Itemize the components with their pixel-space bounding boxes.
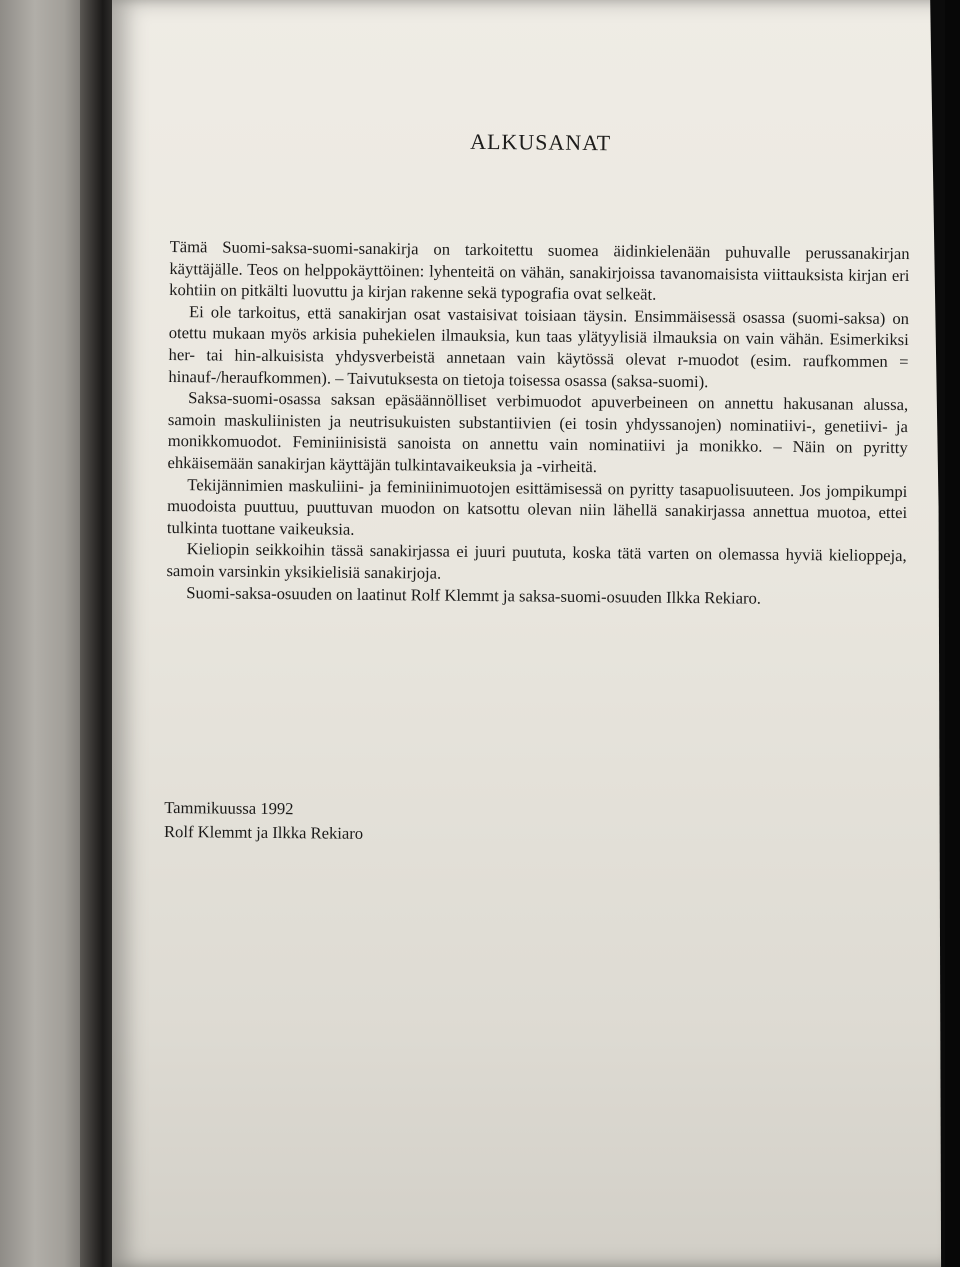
page-title: ALKUSANAT <box>470 128 612 156</box>
paragraph-5: Kieliopin seikkoihin tässä sanakirjassa ei juuri puututa, koska tätä varten on olemassa hyviä kielioppeja, samoin varsinkin yksikielisiä sanakirjoja. <box>166 539 907 583</box>
background-edge <box>945 0 960 1267</box>
paragraph-4: Tekijännimien maskuliini- ja feminiinimuotojen esittämisessä on pyritty tasapuolisuuteen. Jos jompikumpi muodoista puuttuu, puuttuvan muodon on katsottu olevan niin lähellä sanakirjassa annettua muotoa, ettei tulkinta tuottane vaikeuksia. <box>166 474 908 539</box>
paragraph-2: Ei ole tarkoitus, että sanakirjan osat vastaisivat toisiaan täysin. Ensimmäisessä osassa (suomi-saksa) on otettu mukaan myös arkisia puhekielen ilmauksia, kun taas ylätyylisiä ilmauksia on vain vähän. Esimerkiksi her- tai hin-alkuisista yhdysverbeistä annetaan vain käytössä olevat r-muodot (esim. raufkommen = hinauf-/heraufkommen). – Taivutuksesta on tietoja toisessa osassa (saksa-suomi). <box>168 301 910 391</box>
paragraph-1: Tämä Suomi-saksa-suomi-sanakirja on tarkoitettu suomea äidinkielenään puhuvalle perussanakirjan käyttäjälle. Teos on helppokäyttöinen: lyhenteitä on vähän, sanakirjoissa tavanomaisista viittauksista kirjan eri kohtiin on pitkälti luovuttu ja kirjan rakenne sekä typografia ovat selkeät. <box>169 236 910 304</box>
signature-block <box>164 796 364 846</box>
left-page-edge <box>0 0 92 1267</box>
paragraph-6: Suomi-saksa-osuuden on laatinut Rolf Klemmt ja saksa-suomi-osuuden Ilkka Rekiaro. <box>186 582 762 608</box>
signature-authors: Rolf Klemmt ja Ilkka Rekiaro <box>163 821 364 843</box>
paragraph-3: Saksa-suomi-osassa saksan epäsäännölliset verbimuodot apuverbeineen on annettu hakusanan alussa, samoin maskuliinisten ja neutrisukuisten substantiivien (ei tosin yhdyssanojen) nominatiivi-, genetiivi- ja monikkomuodot. Feminiinisistä sanoista on annettu vain nominatiivi ja monikko. – Näin on pyritty ehkäisemään sanakirjan käyttäjän tulkintavaikeuksia ja -virheitä. <box>167 388 909 477</box>
signature-date: Tammikuussa 1992 <box>164 797 294 819</box>
preface-body <box>166 236 909 610</box>
right-page <box>112 0 952 1267</box>
